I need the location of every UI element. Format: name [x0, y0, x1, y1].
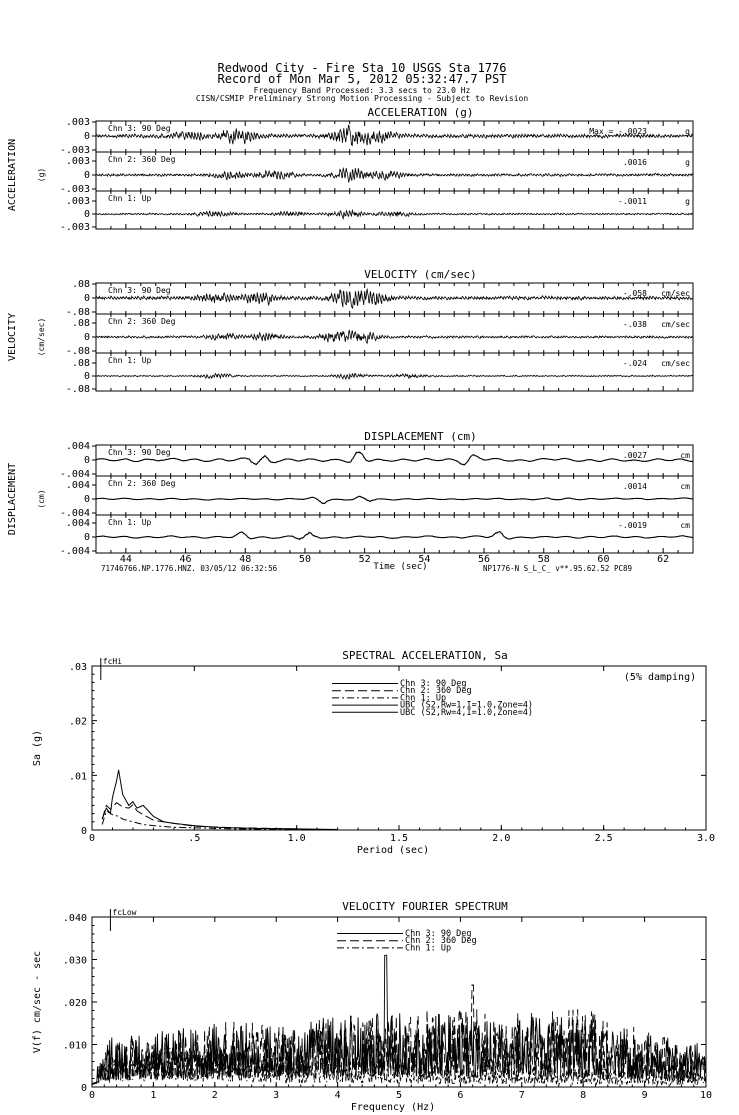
- x-tick-label: 7: [518, 1090, 525, 1101]
- channel-trace: [96, 373, 693, 379]
- y-tick-label: .004: [65, 518, 90, 529]
- y-tick-label: -.08: [65, 384, 90, 395]
- y-tick-label: -.004: [59, 508, 90, 519]
- y-tick-label: -.003: [59, 184, 90, 195]
- peak-value: -.0019: [618, 521, 647, 530]
- y-tick-label: .003: [65, 196, 90, 207]
- legend-label: Chn 1: Up: [405, 943, 452, 954]
- peak-value: -.024: [622, 359, 647, 368]
- channel-label: Chn 2: 360 Deg: [108, 317, 176, 326]
- y-tick-label: .003: [65, 156, 90, 167]
- y-tick-label: .010: [62, 1040, 87, 1052]
- channel-label: Chn 1: Up: [108, 356, 152, 365]
- channel-label: Chn 3: 90 Deg: [108, 124, 171, 133]
- x-tick-label: 4: [334, 1090, 341, 1101]
- peak-value: .0014: [622, 482, 647, 491]
- x-tick-label: 2.0: [492, 833, 511, 844]
- x-tick-label: .5: [188, 833, 201, 844]
- corner-marker-label: fcLow: [112, 908, 137, 917]
- x-tick-label: 54: [418, 554, 431, 565]
- legend-label: Chn 3: 90 Deg: [400, 679, 467, 689]
- corner-marker-label: fcHi: [102, 657, 123, 666]
- spectrum-title: SPECTRAL ACCELERATION, Sa: [342, 649, 508, 662]
- x-tick-label: 0: [88, 1090, 96, 1101]
- peak-unit: cm: [680, 521, 690, 530]
- plot-layer: [7, 106, 715, 1113]
- y-tick-label: 0: [80, 1083, 87, 1094]
- x-tick-label: 62: [657, 554, 670, 565]
- damping-note: (5% damping): [623, 672, 697, 683]
- channel-label: Chn 2: 360 Deg: [108, 155, 176, 164]
- spectrum-y-axis-title: Sa (g): [32, 729, 43, 767]
- x-tick-label: 1: [150, 1090, 157, 1101]
- peak-unit: cm: [680, 482, 690, 491]
- y-tick-label: .040: [62, 913, 87, 924]
- spectrum-y-axis-title: V(f) cm/sec - sec: [32, 950, 43, 1054]
- footer: [101, 564, 632, 573]
- x-tick-label: 5: [395, 1090, 403, 1101]
- y-tick-label: .08: [71, 358, 90, 369]
- channel-label: Chn 2: 360 Deg: [108, 479, 176, 488]
- channel-label: Chn 1: Up: [108, 194, 152, 203]
- header-processing-note: CISN/CSMIP Preliminary Strong Motion Processing - Subject to Revision: [195, 94, 529, 103]
- y-tick-label: .030: [62, 955, 87, 967]
- y-tick-label: -.08: [65, 307, 90, 318]
- y-tick-label: .003: [65, 117, 90, 128]
- footer-record-id: 71746766.NP.1776.HNZ. 03/05/12 06:32:56: [101, 564, 278, 573]
- peak-unit: cm/sec: [661, 289, 690, 298]
- x-tick-label: 44: [119, 554, 132, 565]
- y-tick-label: 0: [83, 455, 90, 466]
- legend-label: Chn 3: 90 Deg: [405, 929, 472, 939]
- panel-title: ACCELERATION (g): [367, 106, 474, 119]
- x-tick-label: 3.0: [696, 833, 716, 844]
- spectrum-frame: [92, 666, 706, 830]
- y-tick-label: .004: [65, 441, 90, 452]
- x-tick-label: 8: [580, 1090, 587, 1101]
- x-tick-label: 2.5: [594, 833, 613, 844]
- y-tick-label: 0: [83, 209, 90, 220]
- channel-trace: [96, 210, 693, 218]
- peak-value: -.058: [622, 289, 647, 298]
- x-tick-label: 1.5: [389, 833, 409, 844]
- panel-y-unit: (g): [37, 167, 46, 183]
- y-tick-label: 0: [83, 494, 90, 505]
- y-tick-label: -.004: [59, 546, 90, 557]
- peak-value: .0027: [622, 451, 647, 460]
- y-tick-label: 0: [83, 371, 90, 382]
- channel-trace: [96, 330, 693, 343]
- header-frequency-band: Frequency Band Processed: 3.3 secs to 23.0 Hz: [253, 86, 471, 95]
- legend-label: UBC (S2,Rw=1,I=1.0,Zone=4): [400, 700, 534, 711]
- legend-label: Chn 2: 360 Deg: [400, 686, 472, 697]
- header-station-title: Redwood City - Fire Sta 10 USGS Sta 1776: [217, 61, 507, 75]
- peak-unit: g: [685, 197, 690, 206]
- peak-unit: g: [685, 158, 690, 167]
- spectrum-x-axis-title: Period (sec): [356, 845, 430, 856]
- spectrum-x-axis-title: Frequency (Hz): [350, 1102, 436, 1113]
- peak-unit: g: [685, 127, 690, 136]
- y-tick-label: .03: [68, 662, 87, 673]
- peak-unit: cm: [680, 451, 690, 460]
- y-tick-label: 0: [83, 293, 90, 304]
- panel-y-label: ACCELERATION: [7, 138, 18, 212]
- y-tick-label: -.004: [59, 469, 90, 480]
- channel-trace: [96, 452, 693, 465]
- legend-label: Chn 1: Up: [400, 693, 447, 704]
- y-tick-label: .02: [68, 716, 87, 728]
- y-tick-label: 0: [83, 332, 90, 343]
- channel-trace: [96, 168, 693, 182]
- legend-label: UBC (S2,Rw=4,I=1.0,Zone=4): [400, 707, 534, 718]
- x-axis-title: Time (sec): [373, 562, 428, 572]
- footer-processing-id: NP1776-N S_L_C_ v**.95.62.52 PC89: [483, 564, 633, 573]
- channel-label: Chn 1: Up: [108, 518, 152, 527]
- panel-title: VELOCITY (cm/sec): [364, 268, 477, 281]
- y-tick-label: 0: [83, 170, 90, 181]
- x-tick-label: 52: [358, 554, 371, 565]
- y-tick-label: 0: [83, 532, 90, 543]
- x-tick-label: 1.0: [287, 833, 306, 844]
- spectral-curve: [102, 803, 297, 829]
- y-tick-label: -.003: [59, 222, 90, 233]
- panel-title: DISPLACEMENT (cm): [364, 430, 477, 443]
- x-tick-label: 56: [478, 554, 491, 565]
- peak-value: -.0011: [618, 197, 647, 206]
- x-tick-label: 10: [699, 1090, 713, 1101]
- y-tick-label: .08: [71, 318, 90, 329]
- channel-trace: [96, 289, 693, 308]
- x-tick-label: 6: [457, 1090, 464, 1101]
- spectrum-title: VELOCITY FOURIER SPECTRUM: [342, 900, 508, 913]
- x-tick-label: 60: [597, 554, 610, 565]
- panel-y-label: DISPLACEMENT: [7, 462, 18, 536]
- y-tick-label: .020: [62, 998, 87, 1009]
- y-tick-label: 0: [83, 131, 90, 142]
- x-tick-label: 3: [273, 1090, 280, 1101]
- y-tick-label: 0: [80, 826, 87, 837]
- x-tick-label: 2: [211, 1090, 218, 1101]
- spectral-curve: [102, 770, 337, 830]
- header-record-time: Record of Mon Mar 5, 2012 05:32:47.7 PST: [217, 72, 507, 86]
- legend-label: Chn 2: 360 Deg: [405, 936, 477, 947]
- peak-value: .0016: [622, 158, 647, 167]
- peak-unit: cm/sec: [661, 320, 690, 329]
- panel-y-label: VELOCITY: [7, 312, 18, 362]
- y-tick-label: -.003: [59, 145, 90, 156]
- x-tick-label: 48: [239, 554, 252, 565]
- channel-label: Chn 3: 90 Deg: [108, 286, 171, 295]
- header: [196, 61, 529, 103]
- y-tick-label: .08: [71, 279, 90, 290]
- y-tick-label: .01: [68, 771, 87, 783]
- x-tick-label: 58: [537, 554, 550, 565]
- peak-unit: cm/sec: [661, 359, 690, 368]
- x-tick-label: 9: [641, 1090, 648, 1101]
- channel-trace: [96, 496, 693, 503]
- channel-label: Chn 3: 90 Deg: [108, 448, 171, 457]
- channel-trace: [96, 532, 693, 540]
- panel-y-unit: (cm/sec): [37, 317, 46, 357]
- y-tick-label: -.08: [65, 346, 90, 357]
- y-tick-label: .004: [65, 480, 90, 491]
- peak-value: -.038: [622, 320, 647, 329]
- x-tick-label: 50: [298, 554, 311, 565]
- peak-value: Max = -.0023: [589, 127, 647, 136]
- x-tick-label: 46: [179, 554, 192, 565]
- x-tick-label: 0: [88, 833, 96, 844]
- panel-y-unit: (cm): [37, 489, 46, 509]
